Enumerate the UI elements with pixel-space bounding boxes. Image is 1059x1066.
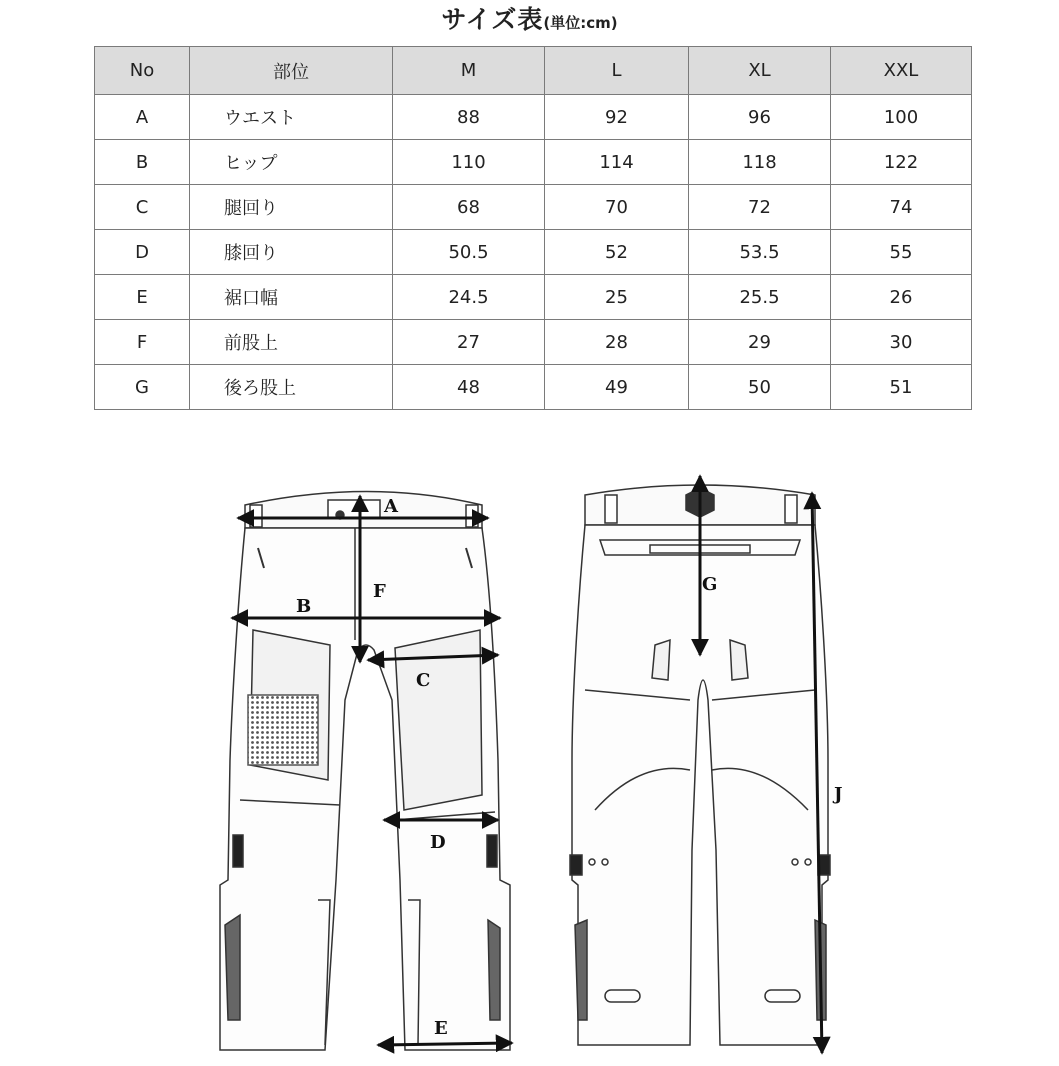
cell-part: 前股上 (190, 320, 393, 365)
table-row (95, 185, 972, 230)
cell-part: 後ろ股上 (190, 365, 393, 410)
header-xl: XL (689, 47, 831, 95)
table-row (95, 365, 972, 410)
cell-m: 110 (393, 140, 545, 185)
table-row (95, 95, 972, 140)
cell-xxl: 122 (831, 140, 972, 185)
cell-l: 114 (545, 140, 689, 185)
title-main: サイズ表 (441, 5, 544, 34)
cell-l: 25 (545, 275, 689, 320)
label-f: F (373, 581, 386, 602)
table-header-row (95, 47, 972, 95)
cell-xl: 53.5 (689, 230, 831, 275)
label-d: D (430, 832, 446, 853)
header-l: L (545, 47, 689, 95)
cell-l: 92 (545, 95, 689, 140)
cell-no: A (95, 95, 190, 140)
cell-no: D (95, 230, 190, 275)
cell-xxl: 26 (831, 275, 972, 320)
label-a: A (384, 496, 398, 517)
cell-l: 49 (545, 365, 689, 410)
cell-xl: 29 (689, 320, 831, 365)
cell-part: 腿回り (190, 185, 393, 230)
table-row (95, 230, 972, 275)
cell-m: 48 (393, 365, 545, 410)
table-row (95, 275, 972, 320)
cell-xl: 118 (689, 140, 831, 185)
cell-no: E (95, 275, 190, 320)
cell-xl: 25.5 (689, 275, 831, 320)
arrow-e (378, 1043, 512, 1045)
cell-l: 70 (545, 185, 689, 230)
title-unit: (単位:cm) (543, 14, 618, 32)
cell-m: 24.5 (393, 275, 545, 320)
header-no: No (95, 47, 190, 95)
cell-no: F (95, 320, 190, 365)
cell-xxl: 55 (831, 230, 972, 275)
label-j: J (834, 784, 843, 805)
cell-l: 28 (545, 320, 689, 365)
cell-xxl: 30 (831, 320, 972, 365)
cell-m: 88 (393, 95, 545, 140)
pants-diagram (0, 440, 1059, 1060)
table-row (95, 140, 972, 185)
cell-part: 裾口幅 (190, 275, 393, 320)
header-m: M (393, 47, 545, 95)
cell-m: 27 (393, 320, 545, 365)
page-title (0, 0, 1059, 36)
cell-part: 膝回り (190, 230, 393, 275)
cell-xxl: 74 (831, 185, 972, 230)
cell-xl: 50 (689, 365, 831, 410)
cell-no: C (95, 185, 190, 230)
front-pants-drawing (220, 492, 510, 1051)
table-row (95, 320, 972, 365)
cell-m: 68 (393, 185, 545, 230)
header-part: 部位 (190, 47, 393, 95)
cell-no: G (95, 365, 190, 410)
cell-l: 52 (545, 230, 689, 275)
cell-xxl: 100 (831, 95, 972, 140)
cell-xl: 96 (689, 95, 831, 140)
label-b: B (296, 596, 312, 617)
label-g: G (702, 574, 718, 595)
cell-part: ヒップ (190, 140, 393, 185)
size-table (94, 46, 972, 410)
cell-no: B (95, 140, 190, 185)
label-e: E (434, 1018, 448, 1039)
cell-xxl: 51 (831, 365, 972, 410)
cell-part: ウエスト (190, 95, 393, 140)
header-xxl: XXL (831, 47, 972, 95)
cell-m: 50.5 (393, 230, 545, 275)
label-c: C (416, 670, 431, 691)
cell-xl: 72 (689, 185, 831, 230)
